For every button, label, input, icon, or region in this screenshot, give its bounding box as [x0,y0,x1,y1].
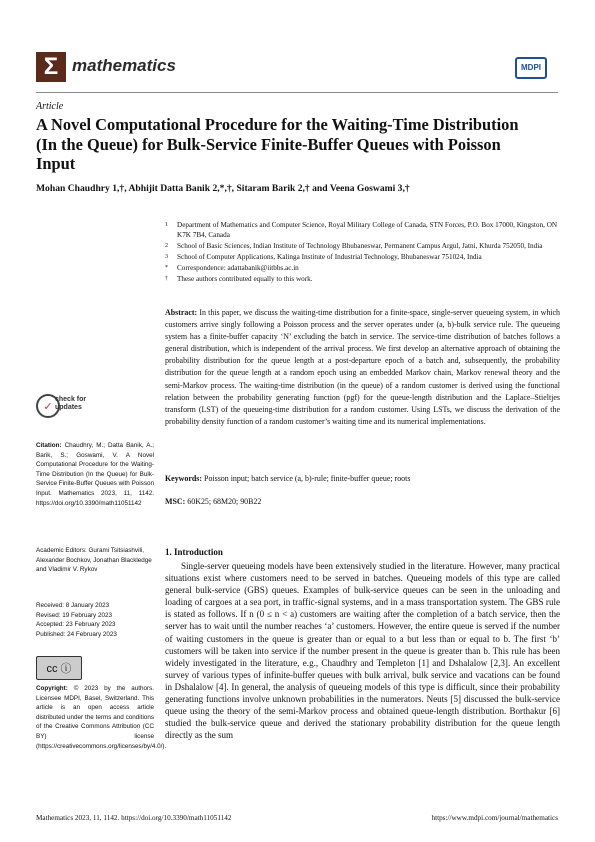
journal-name: mathematics [72,56,176,75]
affiliation-mark: † [165,276,168,282]
affiliation-text: School of Computer Applications, Kalinga Institute of Industrial Technology, Bhubaneswar 751024, India [177,253,482,261]
check-line-1: check for [55,396,87,403]
equal-contribution-note [165,274,565,284]
affiliation-item [165,241,565,251]
check-line-2: updates [55,404,82,411]
affiliation-item [165,220,565,240]
introduction-body [165,560,560,741]
affiliation-item [165,252,565,262]
affiliation-text: These authors contributed equally to this work. [177,275,313,283]
msc-label: MSC: [165,497,186,506]
check-for-updates-label[interactable] [55,396,86,412]
publisher-logo: MDPI [515,57,547,79]
msc-text: 60K25; 68M20; 90B22 [187,497,262,506]
cc-by-license-icon[interactable]: cc ⓘ [36,656,82,680]
article-type: Article [36,101,64,112]
footer-citation[interactable]: Mathematics 2023, 11, 1142. https://doi.org/10.3390/math11051142 [36,814,232,822]
keywords [165,474,560,483]
date-revised: Revised: 19 February 2023 [36,611,112,619]
affiliations [165,220,565,285]
header-divider [36,92,558,93]
correspondence-email[interactable]: Correspondence: adattabanik@iitbbs.ac.in [177,264,299,272]
publication-dates [36,601,154,639]
copyright-block [36,684,167,751]
copyright-text: © 2023 by the authors. Licensee MDPI, Basel, Switzerland. This article is an open access article distributed under the terms and conditions of the Creative Commons Attribution (CC BY) license (https://creativecommons.org/licenses/by/4.0/). [36,685,167,750]
section-heading: 1. Introduction [165,547,223,557]
affiliation-mark: 2 [165,243,168,249]
affiliation-text: School of Basic Sciences, Indian Institute of Technology Bhubaneswar, Permanent Campus Argul, Jatni, Khurda 752050, India [177,242,543,250]
abstract-label: Abstract: [165,308,198,317]
date-accepted: Accepted: 23 February 2023 [36,621,116,629]
keywords-label: Keywords: [165,474,203,483]
check-for-updates-icon[interactable]: ✓ [36,394,60,418]
journal-logo-icon: Σ [36,52,66,82]
affiliation-mark: 3 [165,254,168,260]
abstract-text: In this paper, we discuss the waiting-time distribution for a finite-space, single-server queueing system, in which customers arrive singly following a Poisson process and the server operates under (a, b)-bulk service rule. The queueing system has a finite-buffer capacity ‘N’ excluding the batch in service. The service-time distribution of batches follows a general distribution, which is independent of the arrival process. We first develop an alternative approach of obtaining the probability distribution for the queue length at a post-departure epoch of a batch and, subsequently, the probability distribution for the queue length at a random epoch using an embedded Markov chain, Markov renewal theory and the semi-Markov process. The waiting-time distribution (in the queue) of a random customer is derived using the functional relation between the probability generating function (pgf) for the queue-length distribution and the Laplace–Stieltjes transform (LST) of the queueing-time distribution for a random customer. Using LSTs, we discuss the derivation of the probability density function of a random customer’s waiting time and its numerical implementations. [165,308,560,426]
correspondence [165,263,565,273]
paper-title: A Novel Computational Procedure for the Waiting-Time Distribution (In the Queue) for Bulk-Service Finite-Buffer Queues with Poisson Input [36,115,519,173]
affiliation-text: Department of Mathematics and Computer Science, Royal Military College of Canada, STN Forces, P.O. Box 17000, Kingston, ON K7K 7B4, Canada [177,221,558,239]
author-list: Mohan Chaudhry 1,†, Abhijit Datta Banik 2,*,†, Sitaram Barik 2,† and Veena Goswami 3,† [36,183,410,194]
citation-block [36,441,154,508]
affiliation-mark: 1 [165,222,168,228]
keywords-text: Poisson input; batch service (a, b)-rule; finite-buffer queue; roots [204,474,411,483]
date-published: Published: 24 February 2023 [36,630,117,638]
intro-paragraph: Single-server queueing models have been extensively studied in the literature. However, many practical situations exist where customers need to be served in batches. Queueing models of this type are called general bulk-service (GBS) queues. Examples of bulk-service queues can be seen in the unloading and loading of cargoes at a sea port, in traffic-signal systems, and in a mass transportation system. The GBS rule is stated as follows. If n (0 ≤ n < a) customers are waiting after the completion of a batch service, then the server has to wait until the number reaches ‘a’ customers. However, the entire queue is served if the number of waiting customers in the queue is greater than or equal to a but less than or equal to b. The first ‘b’ customers will be taken into service if the number present in the queue is greater than b. This rule has been widely investigated in the literature, e.g., Chaudhry and Templeton [1] and Dshalalow [2,3]. An excellent survey of various types of infinite-buffer queues with bulk arrival, bulk service and vacations can be found in Dshalalow [4]. In general, the analysis of queueing models of this type is difficult, since their probability generating functions involve unknown probabilities in the numerators. Neuts [5] discussed the bulk-service queue using the theory of the semi-Markov process and obtained queue-length distribution. Borthakur [6] studied the bulk-service queue and derived the stationary probability distribution for the queue length directly as the sum [165,561,560,741]
copyright-label: Copyright: [36,685,68,692]
date-received: Received: 8 January 2023 [36,602,110,609]
abstract [165,307,560,428]
footer-journal-url[interactable]: https://www.mdpi.com/journal/mathematics [431,814,558,822]
affiliation-mark: * [165,265,168,271]
msc-codes [165,497,560,506]
academic-editors: Academic Editors: Gurami Tsitsiashvili, Alexander Bochkov, Jonathan Blackledge and Vladimir V. Rykov [36,547,152,574]
citation-text: Chaudhry, M.; Datta Banik, A.; Barik, S.; Goswami, V. A Novel Computational Procedure for the Waiting-Time Distribution (In the Queue) for Bulk-Service Finite-Buffer Queues with Poisson Input. Mathematics 2023, 11, 1142. https://doi.org/10.3390/math11051142 [36,442,154,507]
page-footer [36,814,558,822]
citation-label: Citation: [36,442,62,449]
